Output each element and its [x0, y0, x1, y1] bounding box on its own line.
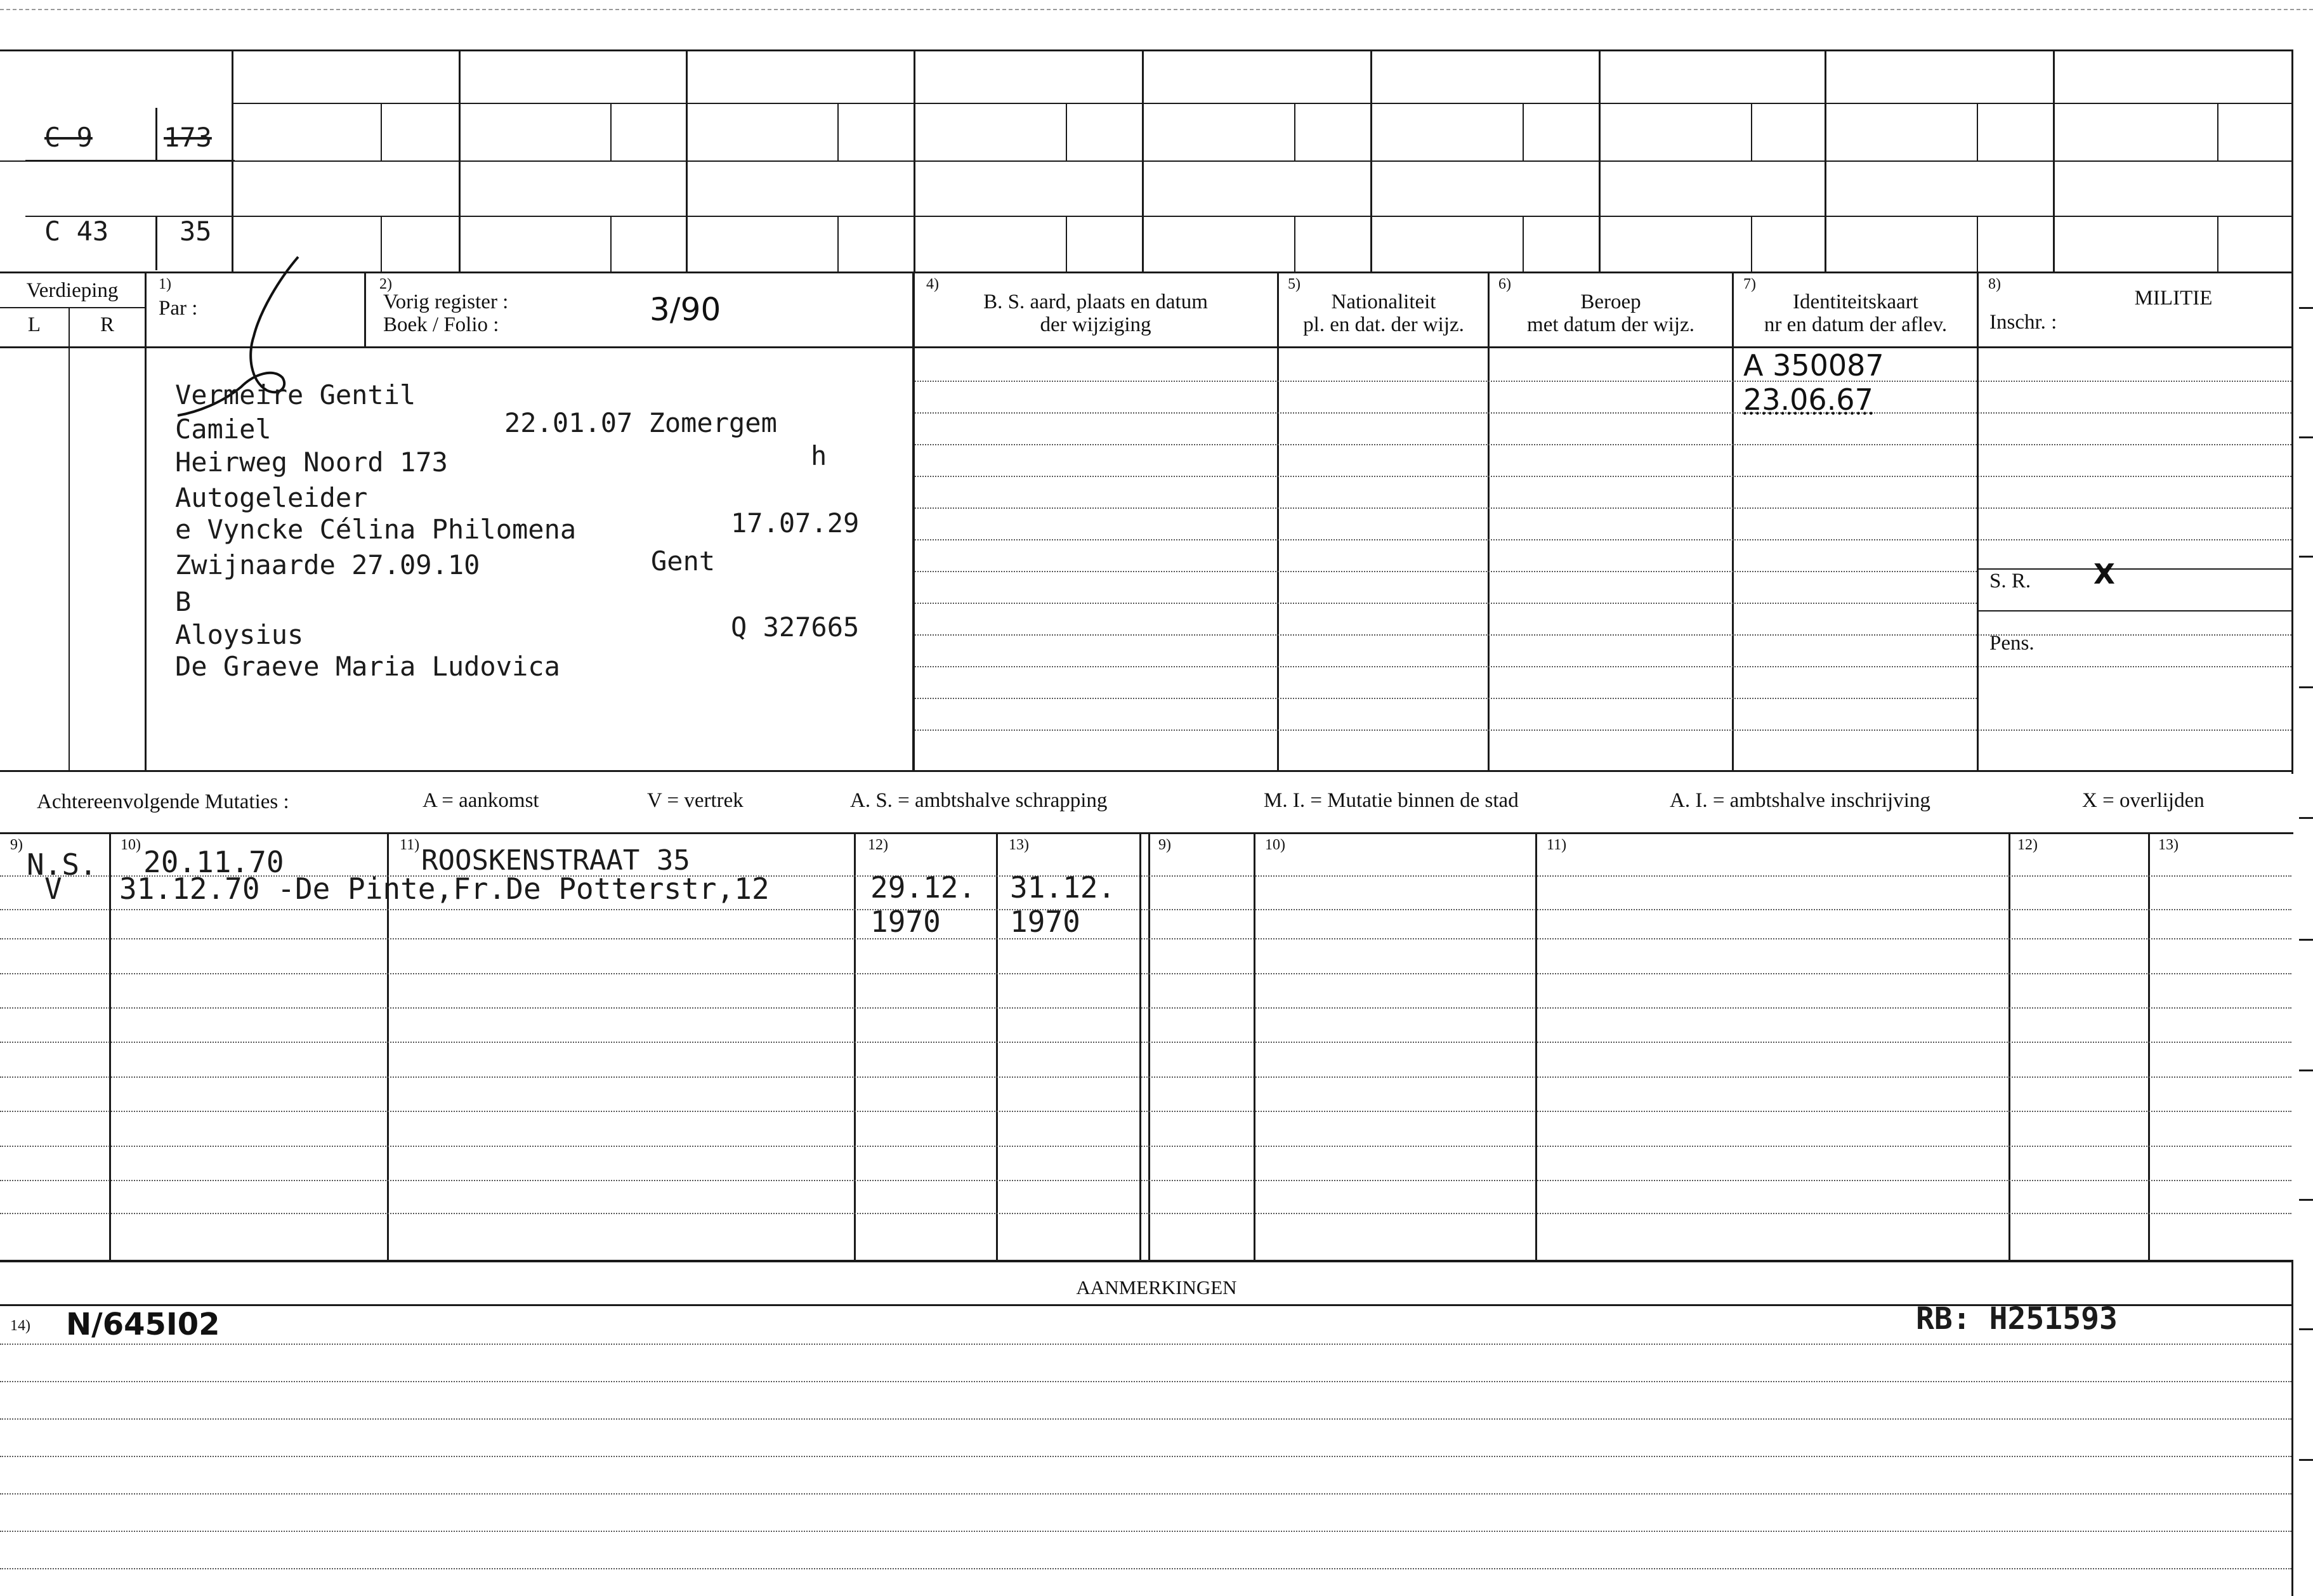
- beroep-label-line2: met datum der wijz.: [1527, 313, 1694, 336]
- par-label: Par :: [159, 297, 198, 320]
- field-number-7: 7): [1743, 276, 1756, 292]
- mutation-date: 20.11.70: [143, 845, 284, 879]
- sr-label: S. R.: [1989, 570, 2031, 592]
- sr-mark: X: [2093, 558, 2115, 591]
- mutation-date13: 31.12.: [1010, 870, 1116, 905]
- mutation-code: V: [44, 872, 62, 906]
- legend-x: X = overlijden: [2082, 789, 2205, 812]
- field-number-14: 14): [10, 1318, 30, 1334]
- person-address: Heirweg Noord 173: [175, 447, 448, 478]
- field-number-6: 6): [1498, 276, 1511, 292]
- mutation-date13: 1970: [1010, 905, 1080, 939]
- floor-left-label: L: [27, 313, 41, 336]
- mut-col-12b: 12): [2017, 837, 2038, 853]
- identiteitskaart-label-line2: nr en datum der aflev.: [1764, 313, 1948, 336]
- number-row1: 173: [164, 122, 212, 153]
- mutation-code: N.S.: [27, 847, 97, 882]
- bs-label-line2: der wijziging: [1040, 313, 1151, 336]
- legend-title: Achtereenvolgende Mutaties :: [37, 790, 289, 813]
- person-name: Vermeire Gentil: [175, 379, 416, 410]
- identiteitskaart-label-line1: Identiteitskaart: [1793, 291, 1918, 313]
- code-row2: C 43: [44, 216, 109, 247]
- mut-col-12: 12): [868, 837, 888, 853]
- person-place: Gent: [651, 546, 716, 577]
- person-spouse: e Vyncke Célina Philomena: [175, 514, 577, 545]
- legend-a: A = aankomst: [423, 789, 539, 812]
- legend-as: A. S. = ambtshalve schrapping: [850, 789, 1108, 812]
- mutation-date12: 29.12.: [870, 870, 976, 905]
- nationaliteit-label-line2: pl. en dat. der wijz.: [1303, 313, 1464, 336]
- legend-mi: M. I. = Mutatie binnen de stad: [1264, 789, 1519, 812]
- vorig-register-value: 3/90: [650, 291, 721, 328]
- person-q-number: Q 327665: [731, 612, 860, 643]
- mut-col-10: 10): [121, 837, 141, 853]
- floor-right-label: R: [100, 313, 114, 336]
- mut-col-13b: 13): [2158, 837, 2179, 853]
- id-card-number: A 350087: [1743, 348, 1884, 383]
- person-occupation: Autogeleider: [175, 482, 368, 513]
- mut-col-10b: 10): [1265, 837, 1285, 853]
- id-card-date: 23.06.67: [1743, 383, 1873, 417]
- vorig-register-label: Vorig register :: [383, 291, 509, 313]
- mut-col-13: 13): [1009, 837, 1029, 853]
- person-marriage: Zwijnaarde 27.09.10: [175, 549, 480, 580]
- field-number-8: 8): [1988, 276, 2001, 292]
- remarks-rb: RB: H251593: [1916, 1301, 2118, 1337]
- number-row2: 35: [180, 216, 212, 247]
- remarks-title: AANMERKINGEN: [1076, 1276, 1237, 1298]
- mut-col-9: 9): [10, 837, 23, 853]
- boek-folio-label: Boek / Folio :: [383, 313, 499, 336]
- code-row1: C 9: [44, 122, 93, 153]
- remarks-code: N/645I02: [66, 1307, 220, 1342]
- mutation-date12: 1970: [870, 905, 941, 939]
- mutation-address: ROOSKENSTRAAT 35: [421, 844, 690, 877]
- field-number-5: 5): [1288, 276, 1301, 292]
- person-father: Aloysius: [175, 619, 304, 650]
- mut-col-9b: 9): [1158, 837, 1171, 853]
- legend-ai: A. I. = ambtshalve inschrijving: [1670, 789, 1930, 812]
- beroep-label-line1: Beroep: [1580, 291, 1641, 313]
- field-number-4: 4): [926, 276, 939, 292]
- person-mother: De Graeve Maria Ludovica: [175, 651, 560, 682]
- field-number-2: 2): [379, 276, 392, 292]
- person-firstname: Camiel: [175, 414, 272, 445]
- verdieping-label: Verdieping: [26, 279, 119, 302]
- nationaliteit-label-line1: Nationaliteit: [1331, 291, 1436, 313]
- person-sex: h: [811, 440, 827, 471]
- person-letter: B: [175, 586, 192, 617]
- pens-label: Pens.: [1989, 632, 2035, 655]
- mut-col-11b: 11): [1547, 837, 1567, 853]
- person-birth: 22.01.07 Zomergem: [504, 407, 777, 438]
- legend-v: V = vertrek: [647, 789, 744, 812]
- bs-label-line1: B. S. aard, plaats en datum: [983, 291, 1208, 313]
- militie-label: MILITIE: [2134, 287, 2213, 310]
- field-number-1: 1): [159, 276, 171, 292]
- mutation-date: 31.12.70 -De Pinte,Fr.De Potterstr,12: [119, 872, 770, 906]
- person-spouse-birth: 17.07.29: [731, 507, 860, 539]
- mut-col-11: 11): [400, 837, 420, 853]
- inschr-label: Inschr. :: [1989, 311, 2057, 334]
